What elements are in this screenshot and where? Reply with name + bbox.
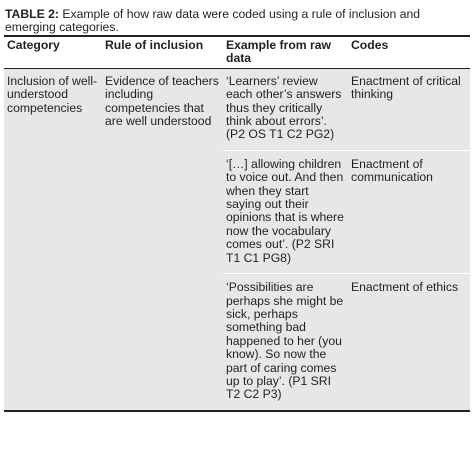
- header-rule: Rule of inclusion: [105, 38, 204, 52]
- coding-table: [4, 37, 470, 68]
- example-cell: ‘[…] allowing children to voice out. And then when they start saying out their opinions that is where now the vocabulary comes out’. (P2 SRI T1 C1 PG8): [223, 150, 348, 273]
- table-figure: [4, 8, 470, 412]
- header-category: Category: [7, 38, 60, 52]
- coding-table-body: [4, 69, 470, 410]
- example-cell: ‘Possibilities are perhaps she might be sick, perhaps something bad happened to her (you know). So now the part of caring comes up to play’. (P1 SRI T2 C2 P3): [223, 274, 348, 410]
- category-cell: Inclusion of well-understood competencies: [4, 69, 102, 410]
- caption-text: Example of how raw data were coded using a rule of inclusion and emerging categories.: [5, 7, 421, 34]
- code-cell: Enactment of critical thinking: [348, 69, 470, 151]
- code-cell: Enactment of ethics: [348, 274, 470, 410]
- bottom-rule: [4, 410, 470, 412]
- table-caption: [5, 8, 470, 34]
- header-codes: Codes: [351, 38, 389, 52]
- rule-cell: Evidence of teachers including competencies that are well understood: [102, 69, 223, 410]
- header-row: [4, 37, 470, 68]
- header-example: Example from raw data: [226, 38, 331, 66]
- code-cell: Enactment of communication: [348, 150, 470, 273]
- table-row: [4, 69, 470, 151]
- caption-label: TABLE 2:: [5, 7, 59, 21]
- example-cell: ‘Learners’ review each other’s answers thus they critically think about errors’. (P2 OS T1 C2 PG2): [223, 69, 348, 151]
